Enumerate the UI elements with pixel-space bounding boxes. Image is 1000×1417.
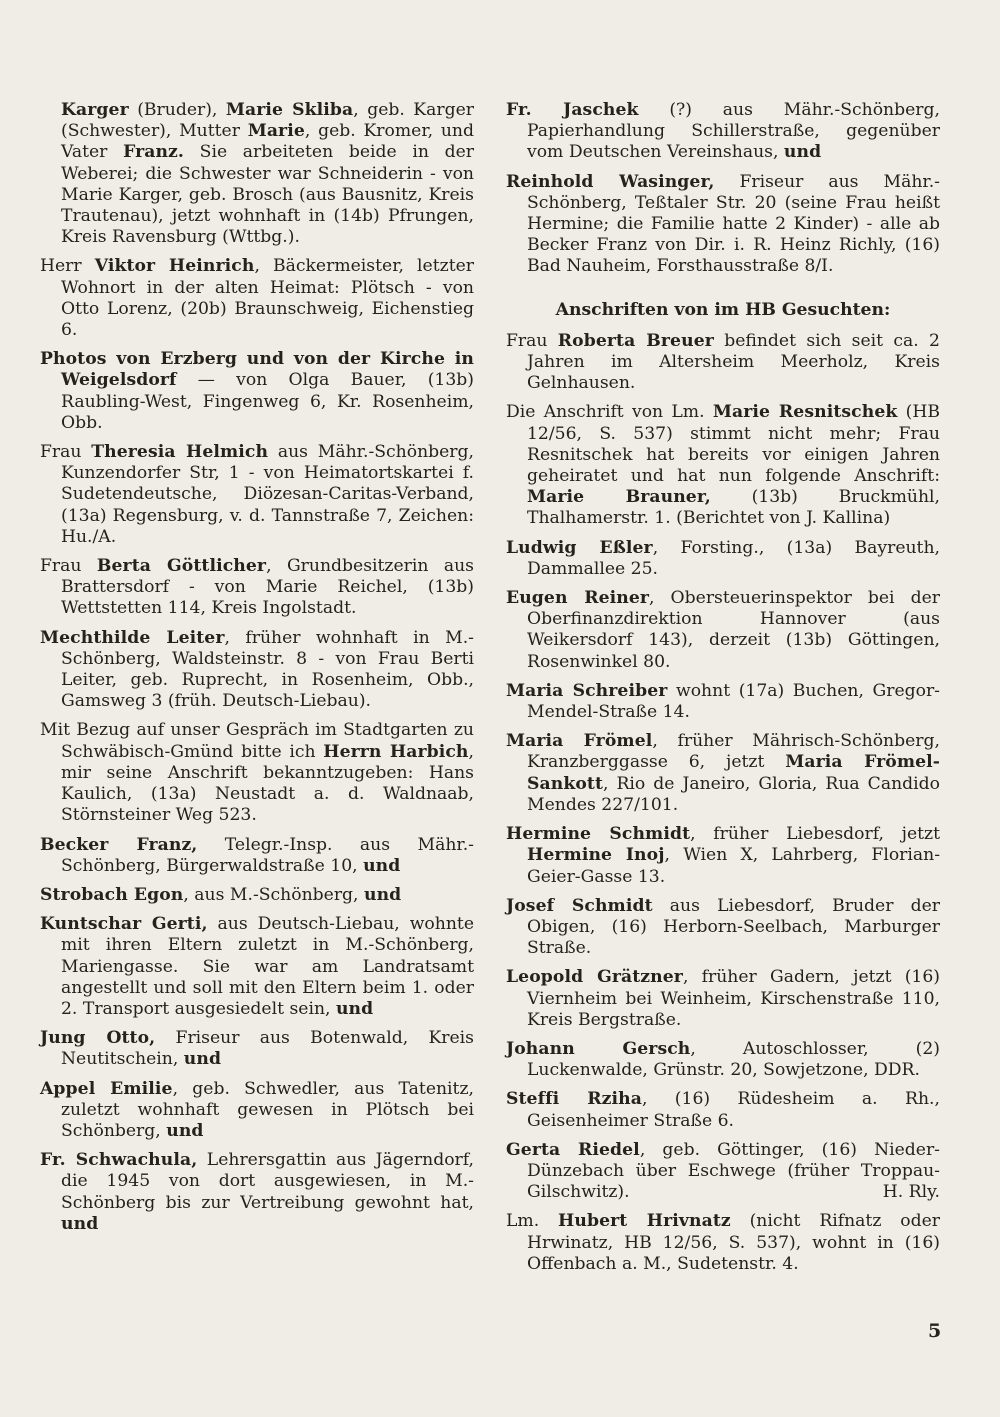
entry-name-bold: Gerta Riedel (506, 1139, 640, 1160)
entry-name-bold: und (166, 1120, 204, 1141)
entry-text: , mir seine Anschrift bekanntzugeben: Hans Kaulich, (13a) Neustadt a. d. Waldnaab, Störnsteiner Weg 523. (61, 741, 474, 826)
entry-text: , früher Liebesdorf, jetzt (690, 824, 941, 845)
entry-name-bold: Marie Brauner, (527, 487, 711, 508)
entry-text: Friseur aus Botenwald, Kreis Neutitschein, (61, 1028, 474, 1070)
entry-text: , geb. Schwedler, aus Tatenitz, zuletzt wohnhaft gewesen in Plötsch bei Schönberg, (61, 1078, 474, 1141)
entry-name-bold: Roberta Breuer (557, 330, 714, 351)
entry-text: befindet sich seit ca. 2 Jahren im Altersheim Meerholz, Kreis Gelnhausen. (527, 330, 940, 394)
entry-paragraph (506, 588, 940, 673)
entry-paragraph (40, 720, 474, 826)
entry-name-bold: Reinhold Wasinger, (506, 171, 715, 192)
entry-name-bold: Karger (61, 100, 129, 120)
entry-paragraph (506, 967, 940, 1031)
entry-paragraph (506, 172, 940, 278)
entry-text: , geb. Göttinger, (16) Nieder-Dünzebach über Eschwege (früher Troppau-Gilschwitz). (527, 1139, 940, 1203)
entry-text: aus Deutsch-Liebau, wohnte mit ihren Eltern zuletzt in M.-Schönberg, Mariengasse. Sie war am Landratsamt angestellt und soll mit den Eltern beim 1. oder 2. Transport ausgesiedelt sein, (61, 914, 475, 1019)
entry-paragraph (506, 1089, 940, 1131)
entry-text: Friseur aus Mähr.-Schönberg, Teßtaler Str. 20 (seine Frau heißt Hermine; die Familie hatte 2 Kinder) - alle ab Becker Franz von Dir. i. R. Heinz Richly, (16) Bad Nauheim, Forsthausstraße 8/I. (527, 171, 940, 277)
entry-text: Frau (40, 442, 92, 463)
entry-name-bold: Fr. Jaschek (506, 100, 639, 120)
entry-name-bold: Josef Schmidt (506, 895, 653, 916)
entry-name-bold: Viktor Heinrich (94, 256, 255, 277)
entry-name-bold: und (783, 142, 822, 163)
entry-text: (Bruder), (128, 100, 226, 120)
entry-text: Frau (506, 330, 558, 351)
entry-paragraph (40, 256, 474, 341)
entry-text: Sie arbeiteten beide in der Weberei; die Schwester war Schneiderin - von Marie Karger, geb. Brosch (aus Bausnitz, Kreis Trautenau), jetzt wohnhaft in (14b) Pfrungen, Kreis Ravensburg (Wttbg.). (61, 142, 475, 248)
entry-paragraph (40, 349, 474, 434)
entry-text: , Forsting., (13a) Bayreuth, Dammallee 25. (527, 537, 941, 579)
entry-name-bold: Strobach Egon (40, 884, 184, 905)
entry-paragraph (40, 914, 474, 1020)
entry-paragraph (506, 681, 940, 723)
entry-text: , Rio de Janeiro, Gloria, Rua Candido Mendes 227/101. (527, 773, 940, 815)
entry-paragraph (506, 1039, 940, 1081)
entry-text: (?) aus Mähr.-Schönberg, Papierhandlung Schillerstraße, gegenüber vom Deutschen Vereinshaus, (527, 100, 940, 163)
entry-text: , aus M.-Schönberg, (183, 884, 364, 905)
entry-paragraph (40, 556, 474, 620)
entry-text: , Bäckermeister, letzter Wohnort in der alten Heimat: Plötsch - von Otto Lorenz, (20b) Braunschweig, Eichenstieg 6. (61, 256, 474, 341)
entry-text: , früher Mährisch-Schönberg, Kranzberggasse 6, jetzt (527, 731, 940, 773)
entry-name-bold: Berta Göttlicher (96, 556, 267, 577)
entry-name-bold: und (363, 884, 402, 905)
entry-text: — von Olga Bauer, (13b) Raubling-West, Fingenweg 6, Kr. Rosenheim, Obb. (61, 370, 474, 433)
entry-name-bold: Maria Frömel (506, 731, 653, 752)
entry-name-bold: Appel Emilie (40, 1078, 173, 1099)
entry-paragraph (506, 100, 940, 164)
entry-text: , Grundbesitzerin aus Brattersdorf - von Marie Reichel, (13b) Wettstetten 114, Kreis Ingolstadt. (61, 556, 474, 619)
entry-paragraph (506, 1211, 940, 1275)
entry-name-bold: und (335, 998, 374, 1019)
entry-paragraph (40, 628, 474, 713)
entry-name-bold: Steffi Rziha (506, 1089, 642, 1110)
entry-paragraph (506, 402, 940, 529)
entry-text: , früher wohnhaft in M.-Schönberg, Waldsteinstr. 8 - von Frau Berti Leiter, geb. Ruprecht, in Rosenheim, Obb., Gamsweg 3 (früh. Deutsch-Liebau). (61, 627, 474, 712)
entry-name-bold: Herrn Harbich (323, 741, 469, 762)
page-number: 5 (928, 1320, 942, 1342)
entry-text: (HB 12/56, S. 537) stimmt nicht mehr; Frau Resnitschek hat bereits vor einigen Jahren geheiratet und hat nun folgende Anschrift: (527, 402, 940, 487)
entry-text: Lm. (506, 1211, 559, 1232)
section-heading: Anschriften von im HB Gesuchten: (555, 299, 891, 320)
entry-paragraph (506, 331, 940, 395)
entry-text: wohnt (17a) Buchen, Gregor-Mendel-Straße 14. (527, 680, 940, 723)
entry-name-bold: Johann Gersch (506, 1038, 691, 1059)
entry-text: aus Mähr.-Schönberg, Kunzendorfer Str, 1 - von Heimatortskartei f. Sudetendeutsche, Diözesan-Caritas-Verband, (13a) Regensburg, v. d. Tannstraße 7, Zeichen: Hu./A. (61, 442, 474, 547)
entry-text: Frau (40, 556, 97, 577)
entry-text: Telegr.-Insp. aus Mähr.-Schönberg, Bürgerwaldstraße 10, (61, 834, 474, 876)
entry-name-bold: Marie Skliba (225, 100, 354, 120)
entry-name-bold: Mechthilde Leiter (40, 627, 225, 648)
entry-name-bold: Fr. Schwachula, (40, 1150, 198, 1171)
entry-paragraph (40, 885, 474, 906)
entry-text: , Autoschlosser, (2) Luckenwalde, Grünstr. 20, Sowjetzone, DDR. (527, 1038, 941, 1081)
right-column (506, 100, 940, 1283)
entry-text: , geb. Kromer, und Vater (61, 121, 474, 163)
entry-paragraph (40, 1079, 474, 1143)
entry-text: , Wien X, Lahrberg, Florian-Geier-Gasse 13. (527, 845, 941, 887)
entry-name-bold: Eugen Reiner (506, 588, 650, 609)
entry-name-bold: Leopold Grätzner (506, 967, 683, 988)
entry-name-bold: Jung Otto, (40, 1028, 156, 1049)
entry-name-bold: Ludwig Eßler (506, 537, 653, 558)
entry-text: Mit Bezug auf unser Gespräch im Stadtgarten zu Schwäbisch-Gmünd bitte ich (40, 720, 474, 762)
entry-name-bold: und (183, 1049, 222, 1070)
entry-name-bold: Photos von Erzberg und von der Kirche in Weigelsdorf (40, 349, 474, 391)
entry-name-bold: Becker Franz, (40, 834, 198, 855)
entry-text: , früher Gadern, jetzt (16) Viernheim bei Weinheim, Kirschenstraße 110, Kreis Bergstraße. (527, 967, 940, 1030)
entry-text: Herr (40, 256, 95, 277)
entry-text: (nicht Rifnatz oder Hrwinatz, HB 12/56, S. 537), wohnt in (16) Offenbach a. M., Sudetenstr. 4. (527, 1211, 940, 1274)
entry-name-bold: Kuntschar Gerti, (40, 914, 208, 935)
entry-paragraph (61, 100, 474, 248)
entry-paragraph (40, 835, 474, 877)
entry-name-bold: Franz. (123, 142, 184, 163)
entry-paragraph (506, 538, 940, 580)
entry-name-bold: Hermine Schmidt (506, 824, 691, 845)
entry-paragraph (40, 1028, 474, 1070)
entry-signature: H. Rly. (882, 1182, 940, 1203)
entry-text: aus Liebesdorf, Bruder der Obigen, (16) Herborn-Seelbach, Marburger Straße. (527, 895, 940, 959)
entry-name-bold: Hermine Inoj (527, 845, 665, 866)
entry-paragraph (506, 1140, 940, 1204)
entry-name-bold: und (363, 855, 401, 876)
entry-paragraph (506, 824, 940, 888)
entry-name-bold: Maria Frömel-Sankott (527, 752, 940, 794)
entry-name-bold: Marie Resnitschek (712, 402, 898, 423)
entry-paragraph (506, 731, 940, 816)
entry-paragraph (40, 1150, 474, 1235)
entry-paragraph (40, 442, 474, 548)
entry-text: , geb. Karger (Schwester), Mutter (61, 100, 474, 142)
entry-name-bold: und (61, 1213, 99, 1234)
entry-name-bold: Theresia Helmich (91, 442, 269, 463)
entry-text: Lehrersgattin aus Jägerndorf, die 1945 von dort ausgewiesen, in M.-Schönberg bis zur Vertreibung gewohnt hat, (61, 1150, 474, 1213)
entry-name-bold: Marie (247, 121, 305, 142)
left-column (40, 100, 474, 1243)
entry-name-bold: Maria Schreiber (506, 680, 668, 701)
entry-text: , (16) Rüdesheim a. Rh., Geisenheimer Straße 6. (527, 1089, 940, 1131)
right-column-top-entries (506, 100, 940, 278)
entry-text: , Obersteuerinspektor bei der Oberfinanzdirektion Hannover (aus Weikersdorf 143), derzeit (13b) Göttingen, Rosenwinkel 80. (527, 588, 940, 672)
entry-text: (13b) Bruckmühl, Thalhamerstr. 1. (Berichtet von J. Kallina) (527, 487, 940, 529)
right-column-bottom-entries (506, 331, 940, 1275)
entry-paragraph (506, 896, 940, 960)
entry-text: Die Anschrift von Lm. (506, 402, 713, 423)
entry-name-bold: Hubert Hrivnatz (558, 1211, 731, 1232)
